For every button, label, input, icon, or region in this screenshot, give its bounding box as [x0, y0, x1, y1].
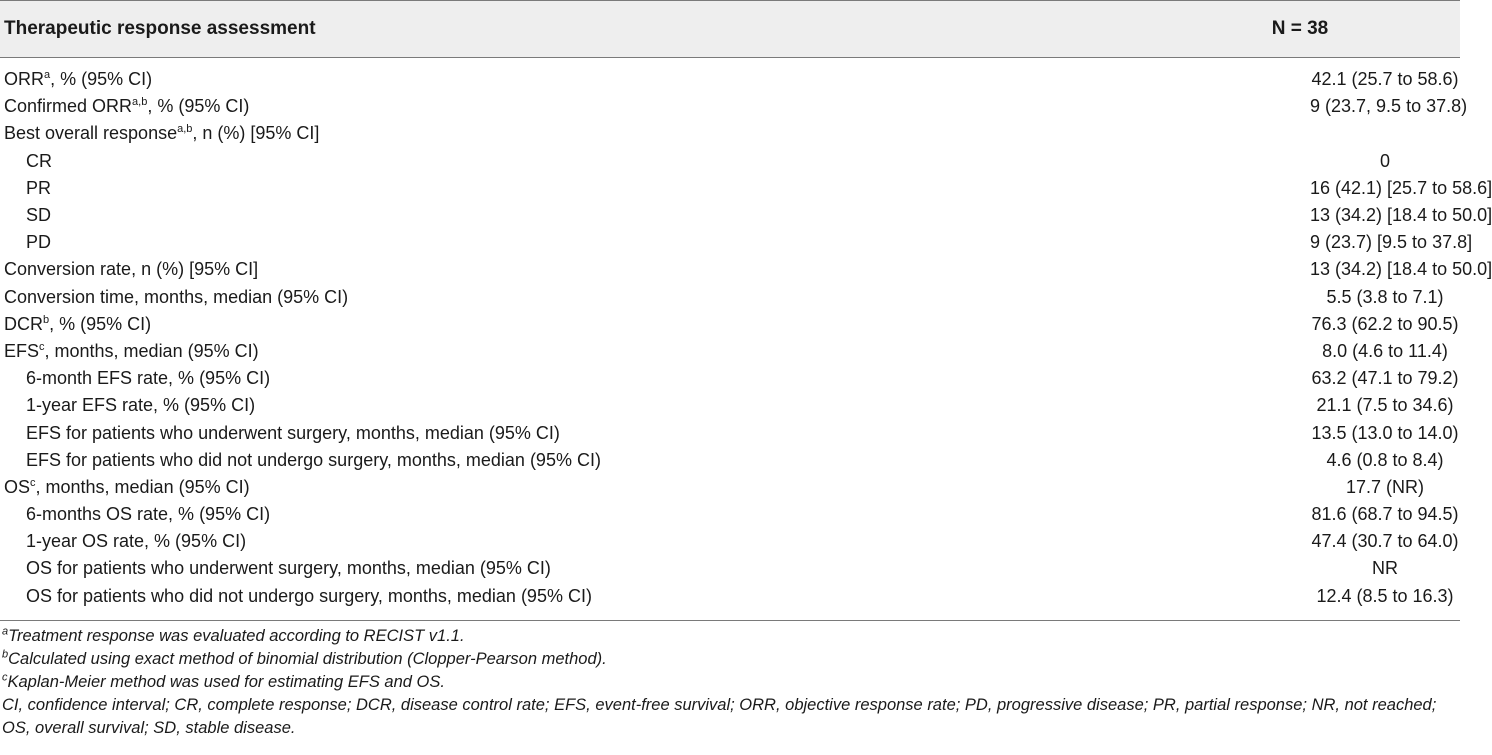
- row-label: 1-year EFS rate, % (95% CI): [26, 395, 256, 416]
- footnote-c: $^c$Kaplan-Meier method was used for estimating EFS and OS.: [2, 671, 445, 691]
- row-label: 1-year OS rate, % (95% CI): [26, 531, 247, 552]
- row-value: NR: [1372, 558, 1398, 579]
- row-value: 47.4 (30.7 to 64.0): [1311, 531, 1459, 552]
- table-row: [0, 528, 1460, 555]
- table-row: [0, 555, 1460, 582]
- row-value: [1130, 120, 1460, 147]
- table-row: [0, 93, 1460, 120]
- table-row: [0, 284, 1460, 311]
- row-value: 21.1 (7.5 to 34.6): [1316, 395, 1454, 416]
- row-value: 76.3 (62.2 to 90.5): [1311, 313, 1459, 334]
- table-row: [0, 365, 1460, 392]
- row-value: 9 (23.7) [9.5 to 37.8]: [1310, 232, 1473, 253]
- row-label: OS for patients who did not undergo surgery, months, median (95% CI): [26, 585, 592, 606]
- row-value: 13 (34.2) [18.4 to 50.0]: [1310, 259, 1492, 280]
- row-label: PD: [26, 232, 52, 253]
- table-row: [0, 501, 1460, 528]
- table-header-row: [0, 1, 1460, 58]
- row-label: OS for patients who underwent surgery, months, median (95% CI): [26, 558, 551, 579]
- table-row: [0, 148, 1460, 175]
- row-label: 6-months OS rate, % (95% CI): [26, 504, 271, 525]
- row-label: Conversion rate, n (%) [95% CI]: [4, 259, 259, 280]
- row-value: 12.4 (8.5 to 16.3): [1316, 585, 1454, 606]
- row-label: EFS for patients who did not undergo surgery, months, median (95% CI): [26, 449, 601, 470]
- row-label: CR: [26, 150, 52, 171]
- table-row: [0, 175, 1460, 202]
- table-row: [0, 58, 1460, 94]
- footnote-a: $^a$Treatment response was evaluated according to RECIST v1.1.: [2, 625, 465, 645]
- row-label: Conversion time, months, median (95% CI): [4, 286, 349, 307]
- row-label: PR: [26, 177, 52, 198]
- column-header-assessment: Therapeutic response assessment: [0, 1, 1130, 58]
- row-label: EFS$^c$, months, median (95% CI): [4, 340, 259, 361]
- row-value: 5.5 (3.8 to 7.1): [1326, 286, 1444, 307]
- row-value: 42.1 (25.7 to 58.6): [1311, 69, 1459, 90]
- row-value: 4.6 (0.8 to 8.4): [1326, 449, 1444, 470]
- column-header-n: N = 38: [1130, 1, 1460, 58]
- table-row: [0, 474, 1460, 501]
- row-value: 16 (42.1) [25.7 to 58.6]: [1310, 177, 1492, 198]
- table-row: [0, 229, 1460, 256]
- row-label: EFS for patients who underwent surgery, months, median (95% CI): [26, 422, 560, 443]
- table-row: [0, 447, 1460, 474]
- table-row: [0, 392, 1460, 419]
- table-footnotes: [0, 621, 1460, 740]
- table-row: [0, 120, 1460, 147]
- row-value: 13.5 (13.0 to 14.0): [1311, 422, 1459, 443]
- row-value: 81.6 (68.7 to 94.5): [1311, 504, 1459, 525]
- row-value: 0: [1379, 150, 1390, 171]
- row-value: 8.0 (4.6 to 11.4): [1322, 340, 1448, 361]
- table-row: [0, 338, 1460, 365]
- row-value: 13 (34.2) [18.4 to 50.0]: [1310, 205, 1492, 226]
- row-label: Confirmed ORR$^{a,b}$, % (95% CI): [4, 96, 250, 117]
- row-label: DCR$^b$, % (95% CI): [4, 313, 152, 334]
- row-value: 17.7 (NR): [1345, 476, 1425, 497]
- table-row: [0, 311, 1460, 338]
- table-row: [0, 202, 1460, 229]
- row-label: Best overall response$^{a,b}$, n (%) [95% CI]: [4, 123, 320, 144]
- table-row: [0, 256, 1460, 283]
- row-label: ORR$^a$, % (95% CI): [4, 69, 153, 90]
- footnote-b: $^b$Calculated using exact method of binomial distribution (Clopper-Pearson method).: [2, 648, 607, 668]
- row-value: 63.2 (47.1 to 79.2): [1311, 368, 1459, 389]
- abbreviations-note: CI, confidence interval; CR, complete response; DCR, disease control rate; EFS, event-free survival; ORR, objective response rate; PD, progressive disease; PR, partial response; NR, not reached; OS, overall survival; SD, stable disease.: [2, 695, 1437, 737]
- table-row: [0, 419, 1460, 446]
- row-value: 9 (23.7, 9.5 to 37.8): [1310, 96, 1468, 117]
- row-label: SD: [26, 205, 52, 226]
- table-row: [0, 583, 1460, 620]
- row-label: 6-month EFS rate, % (95% CI): [26, 368, 271, 389]
- row-label: $OS^c$, months, median (95% CI): [4, 476, 250, 497]
